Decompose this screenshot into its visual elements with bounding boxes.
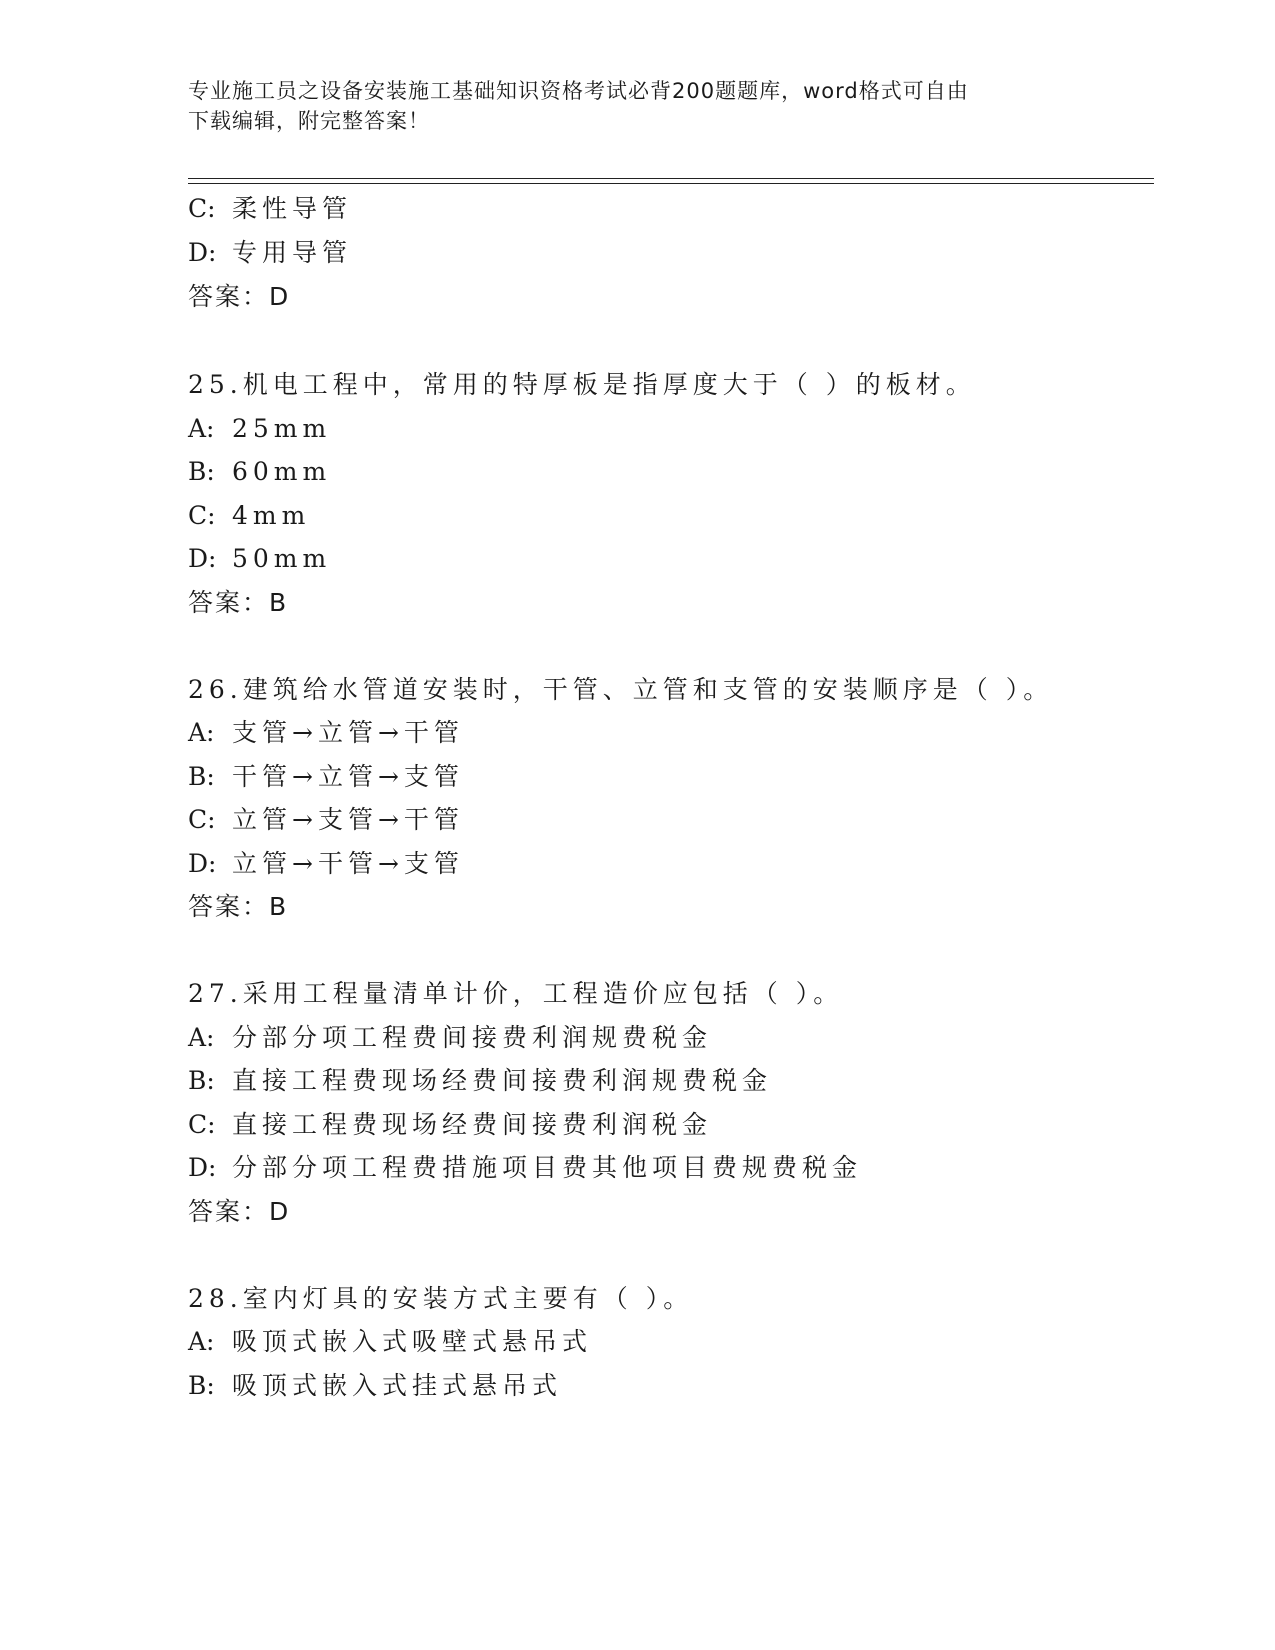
option-row bbox=[188, 804, 464, 836]
option-row bbox=[188, 1109, 712, 1141]
option-text: 柔性导管 bbox=[232, 194, 353, 223]
question-stem: 25.机电工程中，常用的特厚板是指厚度大于（ ）的板材。 bbox=[188, 370, 976, 399]
option-letter: C: bbox=[188, 501, 216, 530]
answer-line: 答案：B bbox=[188, 588, 289, 617]
option-letter: A: bbox=[188, 1023, 215, 1052]
answer-line: 答案：B bbox=[188, 892, 289, 921]
header-line-2: 下载编辑，附完整答案！ bbox=[188, 109, 430, 133]
option-row bbox=[188, 500, 310, 532]
option-row bbox=[188, 717, 464, 749]
header-divider-top bbox=[188, 178, 1154, 179]
option-text: 立管→干管→支管 bbox=[232, 849, 464, 878]
option-letter: C: bbox=[188, 1110, 216, 1139]
answer-line: 答案：D bbox=[188, 282, 291, 311]
option-text: 直接工程费现场经费间接费利润税金 bbox=[232, 1110, 713, 1139]
option-text: 分部分项工程费措施项目费其他项目费规费税金 bbox=[232, 1153, 863, 1182]
option-letter: A: bbox=[188, 1327, 215, 1356]
option-letter: B: bbox=[188, 457, 215, 486]
option-row bbox=[188, 1065, 772, 1097]
option-letter: D: bbox=[188, 849, 217, 878]
option-row bbox=[188, 543, 331, 575]
option-letter: B: bbox=[188, 762, 215, 791]
option-text: 直接工程费现场经费间接费利润规费税金 bbox=[232, 1066, 773, 1095]
option-letter: A: bbox=[188, 414, 215, 443]
answer-line: 答案：D bbox=[188, 1197, 291, 1226]
option-letter: B: bbox=[188, 1371, 215, 1400]
option-text: 立管→支管→干管 bbox=[232, 805, 464, 834]
option-letter: D: bbox=[188, 238, 217, 267]
option-text: 专用导管 bbox=[232, 238, 353, 267]
option-row bbox=[188, 413, 331, 445]
header-divider-bottom bbox=[188, 183, 1154, 184]
option-letter: B: bbox=[188, 1066, 215, 1095]
option-letter: C: bbox=[188, 805, 216, 834]
option-row bbox=[188, 1152, 862, 1184]
option-row bbox=[188, 237, 352, 269]
option-text: 吸顶式嵌入式吸壁式悬吊式 bbox=[232, 1327, 593, 1356]
option-text: 60mm bbox=[232, 457, 332, 486]
option-letter: A: bbox=[188, 718, 215, 747]
page-header bbox=[188, 76, 1068, 136]
option-row bbox=[188, 761, 464, 793]
option-row bbox=[188, 848, 464, 880]
option-letter: D: bbox=[188, 1153, 217, 1182]
option-row bbox=[188, 1370, 562, 1402]
option-row bbox=[188, 1326, 592, 1358]
question-stem: 26.建筑给水管道安装时，干管、立管和支管的安装顺序是（ ）。 bbox=[188, 675, 1054, 704]
option-row bbox=[188, 456, 331, 488]
option-text: 吸顶式嵌入式挂式悬吊式 bbox=[232, 1371, 563, 1400]
option-letter: C: bbox=[188, 194, 216, 223]
header-line-1: 专业施工员之设备安装施工基础知识资格考试必背200题题库，word格式可自由 bbox=[188, 79, 969, 103]
option-text: 25mm bbox=[232, 414, 332, 443]
option-text: 4mm bbox=[232, 501, 311, 530]
option-text: 干管→立管→支管 bbox=[232, 762, 464, 791]
option-text: 分部分项工程费间接费利润规费税金 bbox=[232, 1023, 713, 1052]
option-row bbox=[188, 1022, 712, 1054]
option-text: 支管→立管→干管 bbox=[232, 718, 464, 747]
question-stem: 28.室内灯具的安装方式主要有（ ）。 bbox=[188, 1284, 694, 1313]
option-row bbox=[188, 193, 352, 225]
option-text: 50mm bbox=[232, 544, 332, 573]
option-letter: D: bbox=[188, 544, 217, 573]
question-stem: 27.采用工程量清单计价，工程造价应包括（ ）。 bbox=[188, 979, 844, 1008]
